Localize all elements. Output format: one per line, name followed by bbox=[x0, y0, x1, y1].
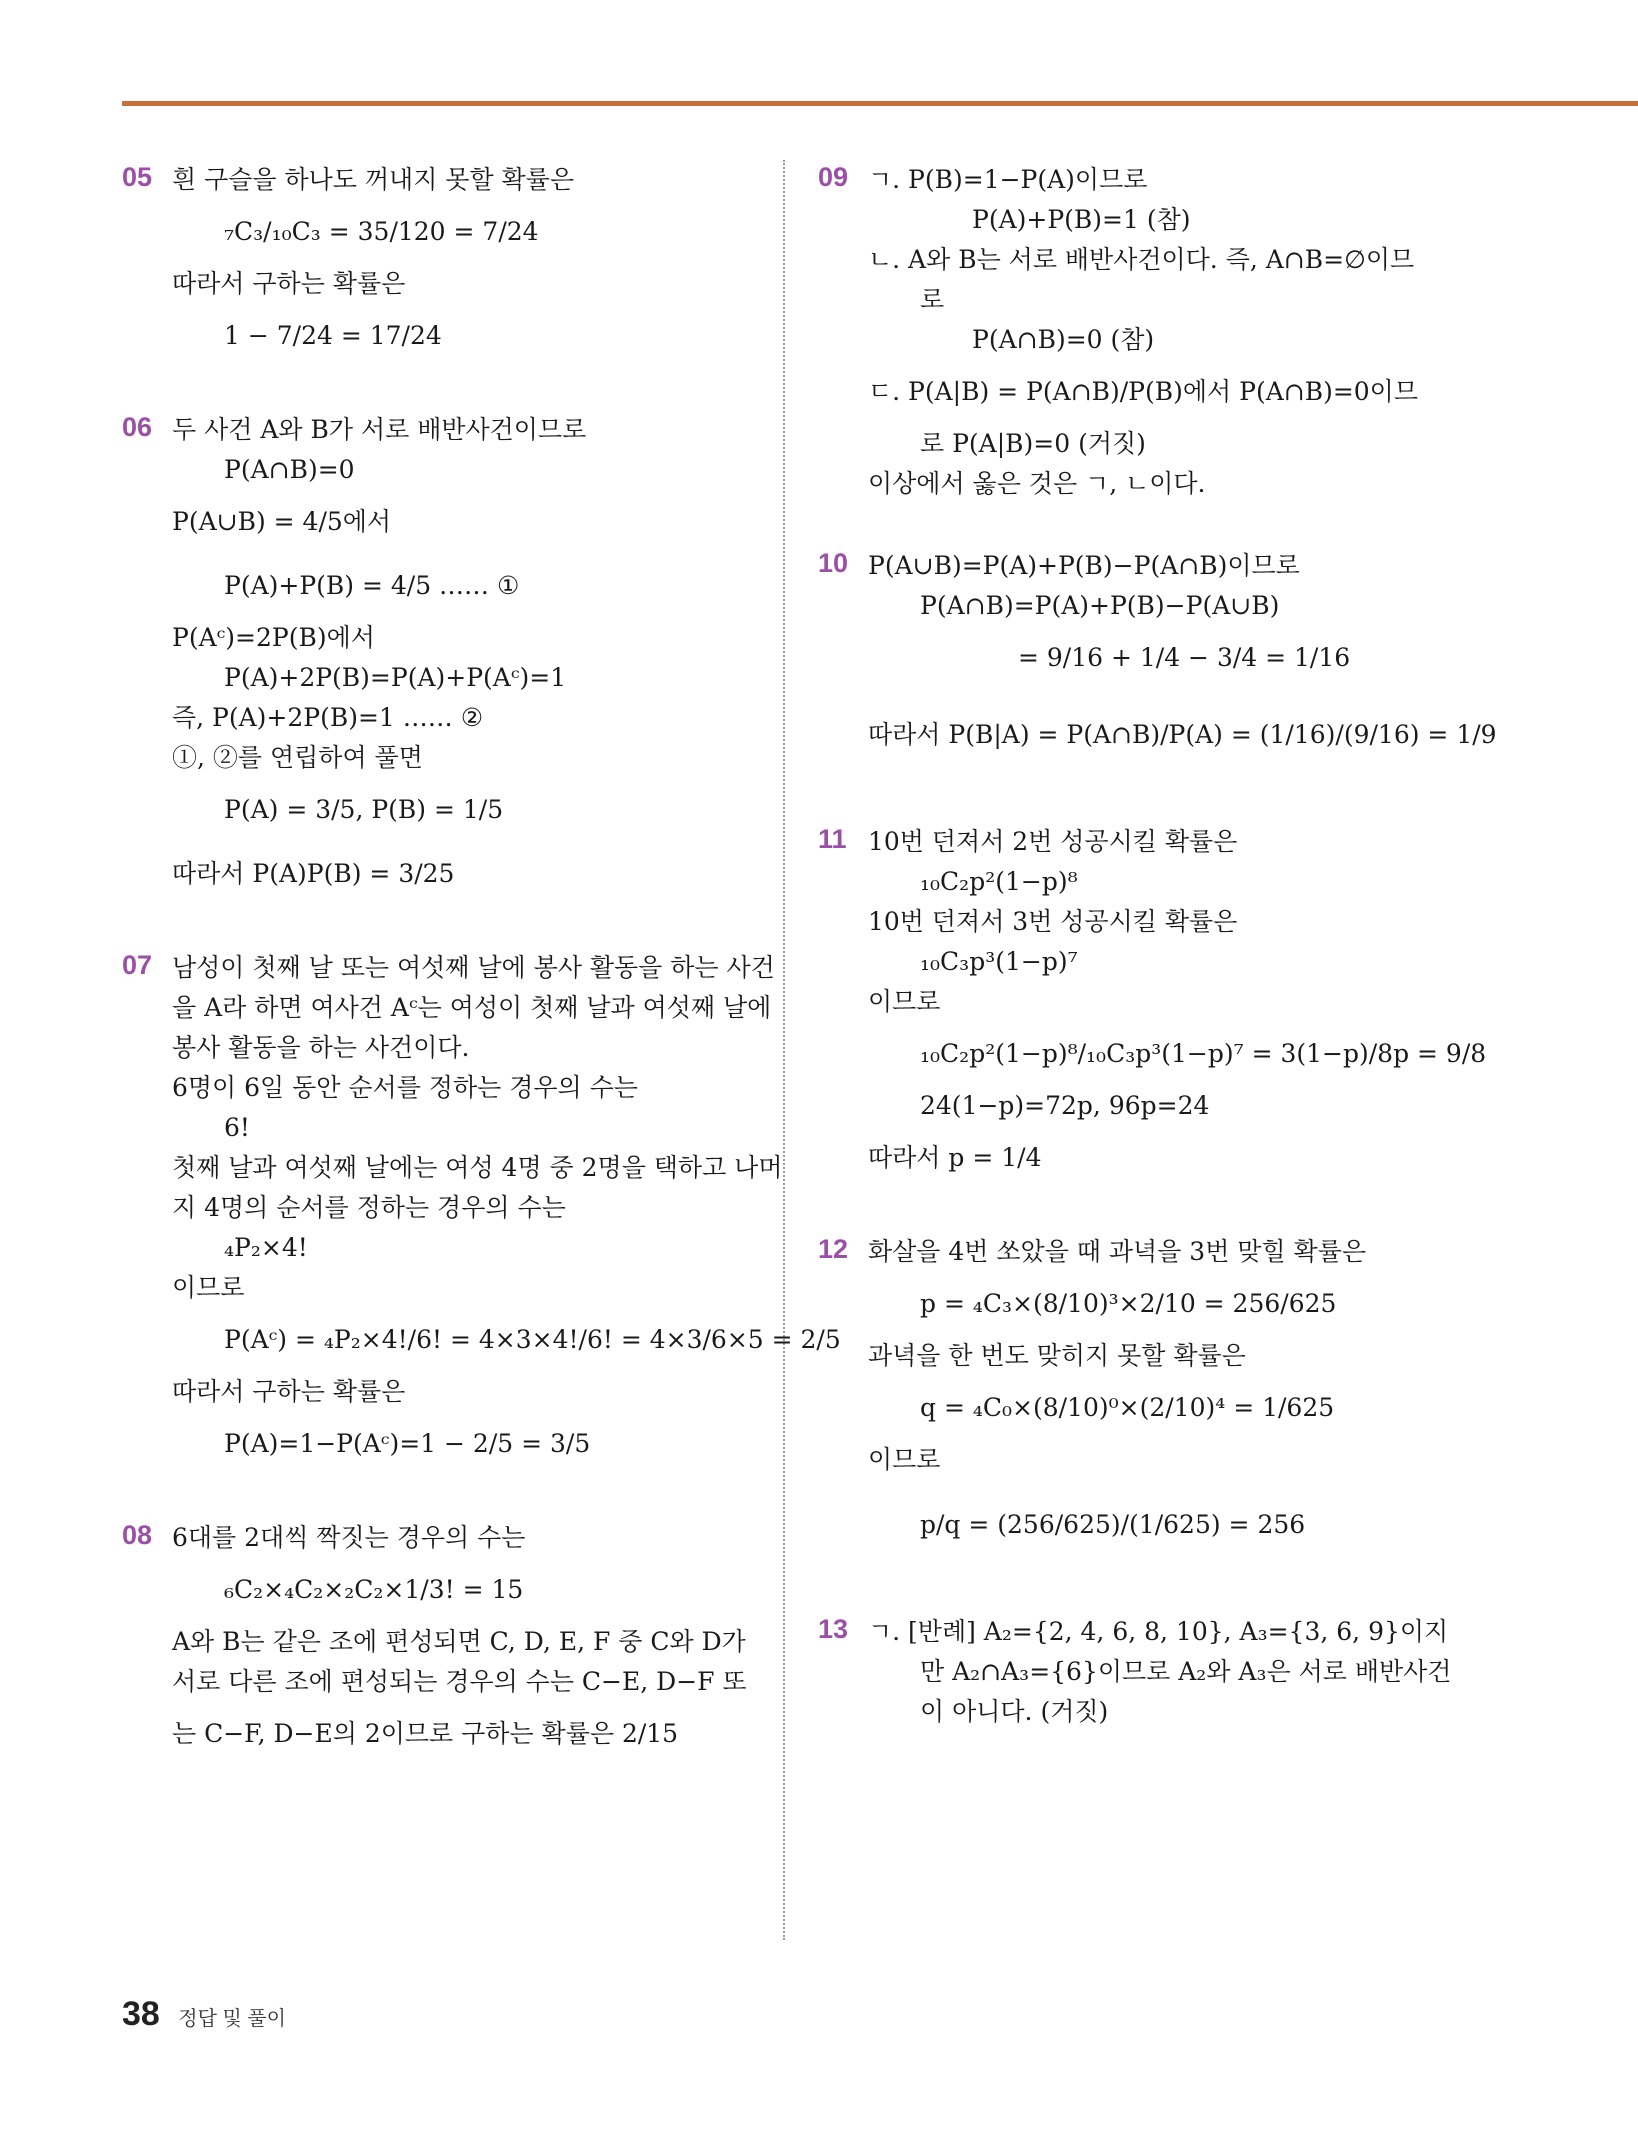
solution-line: 10번 던져서 3번 성공시킬 확률은 bbox=[868, 907, 1238, 936]
solution-line: 두 사건 A와 B가 서로 배반사건이므로 bbox=[172, 415, 587, 444]
solution-line: A와 B는 같은 조에 편성되면 C, D, E, F 중 C와 D가 bbox=[172, 1627, 746, 1656]
column-divider bbox=[783, 160, 785, 1940]
solution-line: = 9/16 + 1/4 − 3/4 = 1/16 bbox=[1018, 643, 1351, 672]
solution-line: P(Aᶜ)=2P(B)에서 bbox=[172, 623, 375, 652]
problem-number: 07 bbox=[122, 950, 153, 980]
solution-line: ₁₀C₃p³(1−p)⁷ bbox=[920, 947, 1078, 976]
problem-number: 12 bbox=[818, 1234, 849, 1264]
solution-line: ₁₀C₂p²(1−p)⁸/₁₀C₃p³(1−p)⁷ = 3(1−p)/8p = 9/8 bbox=[920, 1039, 1487, 1068]
solution-line: P(Aᶜ) = ₄P₂×4!/6! = 4×3×4!/6! = 4×3/6×5 = 2/5 bbox=[224, 1325, 841, 1354]
solution-line: ㄷ. P(A|B) = P(A∩B)/P(B)에서 P(A∩B)=0이므 bbox=[868, 377, 1418, 406]
problem-07 bbox=[122, 948, 841, 1476]
problem-number: 09 bbox=[818, 162, 849, 192]
solution-line: 로 bbox=[920, 285, 945, 314]
solution-line: 흰 구슬을 하나도 꺼내지 못할 확률은 bbox=[172, 165, 574, 194]
solution-line: 6명이 6일 동안 순서를 정하는 경우의 수는 bbox=[172, 1073, 638, 1102]
page-footer bbox=[122, 1995, 286, 2034]
solution-line: P(A)+P(B) = 4/5 …… ① bbox=[224, 571, 520, 600]
problem-number: 08 bbox=[122, 1520, 153, 1550]
solution-line: ₆C₂×₄C₂×₂C₂×1/3! = 15 bbox=[224, 1575, 524, 1604]
solution-line: 이 아니다. (거짓) bbox=[920, 1697, 1109, 1726]
problem-number: 06 bbox=[122, 412, 153, 442]
problem-13 bbox=[818, 1612, 1558, 1732]
problem-08 bbox=[122, 1518, 762, 1766]
solution-line: 로 P(A|B)=0 (거짓) bbox=[920, 429, 1146, 458]
problem-number: 10 bbox=[818, 548, 849, 578]
solution-line: 따라서 구하는 확률은 bbox=[172, 269, 406, 298]
solution-line: 서로 다른 조에 편성되는 경우의 수는 C−E, D−F 또 bbox=[172, 1667, 747, 1696]
solution-line: 1 − 7/24 = 17/24 bbox=[224, 321, 442, 350]
solution-line: ₄P₂×4! bbox=[224, 1233, 308, 1262]
problem-number: 13 bbox=[818, 1614, 849, 1644]
solution-line: 따라서 P(A)P(B) = 3/25 bbox=[172, 859, 455, 888]
page-label: 정답 및 풀이 bbox=[178, 2008, 286, 2030]
solution-line: ①, ②를 연립하여 풀면 bbox=[172, 743, 423, 772]
solution-line: 24(1−p)=72p, 96p=24 bbox=[920, 1091, 1210, 1120]
solution-line: ㄴ. A와 B는 서로 배반사건이다. 즉, A∩B=∅이므 bbox=[868, 245, 1415, 274]
solution-line: 이므로 bbox=[172, 1273, 245, 1302]
solution-line: 따라서 P(B|A) = P(A∩B)/P(A) = (1/16)/(9/16) = 1/9 bbox=[868, 720, 1497, 749]
solution-line: 이므로 bbox=[868, 1445, 941, 1474]
problem-12 bbox=[818, 1232, 1558, 1570]
problem-number: 05 bbox=[122, 162, 153, 192]
solution-line: P(A∩B)=0 (참) bbox=[972, 325, 1155, 354]
problem-10 bbox=[818, 546, 1558, 780]
solution-line: ㄱ. [반례] A₂={2, 4, 6, 8, 10}, A₃={3, 6, 9}이지 bbox=[868, 1617, 1449, 1646]
solution-line: P(A)+2P(B)=P(A)+P(Aᶜ)=1 bbox=[224, 663, 567, 692]
solution-line: P(A∩B)=P(A)+P(B)−P(A∪B) bbox=[920, 591, 1280, 620]
solution-line: ㄱ. P(B)=1−P(A)이므로 bbox=[868, 165, 1148, 194]
solution-line: P(A)=1−P(Aᶜ)=1 − 2/5 = 3/5 bbox=[224, 1429, 591, 1458]
solution-line: 화살을 4번 쏘았을 때 과녁을 3번 맞힐 확률은 bbox=[868, 1237, 1366, 1266]
solution-line: 만 A₂∩A₃={6}이므로 A₂와 A₃은 서로 배반사건 bbox=[920, 1657, 1452, 1686]
solution-line: 첫째 날과 여섯째 날에는 여성 4명 중 2명을 택하고 나머 bbox=[172, 1153, 783, 1182]
solution-line: q = ₄C₀×(8/10)⁰×(2/10)⁴ = 1/625 bbox=[920, 1393, 1335, 1422]
solution-line: 을 A라 하면 여사건 Aᶜ는 여성이 첫째 날과 여섯째 날에 bbox=[172, 993, 772, 1022]
solution-line: 따라서 p = 1/4 bbox=[868, 1143, 1042, 1172]
solution-line: P(A) = 3/5, P(B) = 1/5 bbox=[224, 795, 504, 824]
page-number: 38 bbox=[122, 1995, 160, 2033]
solution-line: ₁₀C₂p²(1−p)⁸ bbox=[920, 867, 1078, 896]
solution-line: 이상에서 옳은 것은 ㄱ, ㄴ이다. bbox=[868, 469, 1206, 498]
problem-05 bbox=[122, 160, 762, 368]
solution-line: ₇C₃/₁₀C₃ = 35/120 = 7/24 bbox=[224, 217, 539, 246]
solution-line: P(A∪B)=P(A)+P(B)−P(A∩B)이므로 bbox=[868, 551, 1300, 580]
solution-line: P(A∪B) = 4/5에서 bbox=[172, 507, 392, 536]
solution-line: p/q = (256/625)/(1/625) = 256 bbox=[920, 1510, 1306, 1539]
problem-11 bbox=[818, 822, 1558, 1190]
solution-line: 과녁을 한 번도 맞히지 못할 확률은 bbox=[868, 1341, 1246, 1370]
solution-line: P(A∩B)=0 bbox=[224, 455, 355, 484]
top-accent-bar bbox=[122, 101, 1638, 106]
solution-line: 는 C−F, D−E의 2이므로 구하는 확률은 2/15 bbox=[172, 1719, 679, 1748]
problem-number: 11 bbox=[818, 824, 847, 854]
solution-line: 10번 던져서 2번 성공시킬 확률은 bbox=[868, 827, 1238, 856]
right-column bbox=[818, 160, 1558, 1732]
solution-line: P(A)+P(B)=1 (참) bbox=[972, 205, 1191, 234]
solution-line: 남성이 첫째 날 또는 여섯째 날에 봉사 활동을 하는 사건 bbox=[172, 953, 775, 982]
solution-line: p = ₄C₃×(8/10)³×2/10 = 256/625 bbox=[920, 1289, 1337, 1318]
solution-line: 따라서 구하는 확률은 bbox=[172, 1377, 406, 1406]
solution-line: 이므로 bbox=[868, 987, 941, 1016]
solution-line: 즉, P(A)+2P(B)=1 …… ② bbox=[172, 703, 484, 732]
solution-line: 지 4명의 순서를 정하는 경우의 수는 bbox=[172, 1193, 566, 1222]
solution-line: 6대를 2대씩 짝짓는 경우의 수는 bbox=[172, 1523, 526, 1552]
solution-line: 봉사 활동을 하는 사건이다. bbox=[172, 1033, 470, 1062]
solution-line: 6! bbox=[224, 1113, 250, 1142]
problem-06 bbox=[122, 410, 762, 906]
problem-09 bbox=[818, 160, 1558, 504]
